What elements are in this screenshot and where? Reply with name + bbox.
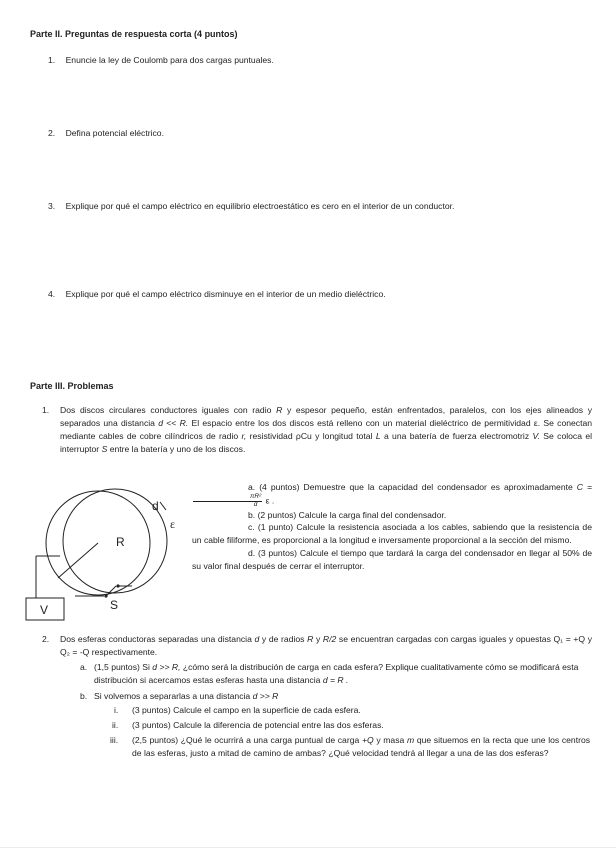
question-text: Explique por qué el campo eléctrico en equilibrio electroestático es cero en el interior de un conductor. [65,201,455,211]
question-text: Enuncie la ley de Coulomb para dos cargas puntuales. [65,55,274,65]
problem-2-statement [60,633,592,659]
question-number: 2. [48,128,56,138]
separation-arrow [160,502,166,510]
text: y de radios [261,634,305,644]
subpart-iii-label: iii. [110,735,119,745]
question-1 [48,54,274,67]
subpart-c [192,521,592,547]
var-L: L [375,430,381,441]
subpart-text: (1 punto) Calcule la resistencia asociada a los cables, sabiendo que la resistencia de un cable filiforme, es proporcional a la longitud e inversamente proporcional a la sección del mismo. [192,522,592,546]
text: Dos esferas conductoras separadas una distancia [60,634,252,644]
problem-2-subpart-a [94,661,590,687]
text: entre la batería y uno de los discos. [109,443,246,454]
condition: d >> R, [152,662,181,672]
text: ¿cómo será la distribución de carga en cada esfera? Explique cualitativamente cómo se modificará esta distribución si acercamos estas esferas hasta una distancia [94,662,579,685]
condition: d = R . [322,674,349,685]
subpart-i-label: i. [114,705,119,715]
subpart-label: b. [248,509,256,520]
part3-heading: Parte III. Problemas [30,381,114,391]
formula-numerator: πR² [193,494,262,502]
condition: d >> R [252,691,279,701]
question-number: 3. [48,201,56,211]
label-epsilon: ε [170,517,176,531]
switch-lever [106,586,116,596]
problem-1-statement [60,404,592,456]
problem-2-subpart-iii [132,734,590,760]
text: << [166,417,177,428]
problem-2-number: 2. [42,634,50,644]
problem-1-subparts [192,481,592,573]
var-R: R [276,405,283,415]
var-R-half: R/2 [322,634,337,644]
question-text: Explique por qué el campo eléctrico disminuye en el interior de un medio dieléctrico. [65,289,386,299]
subpart-text: (3 puntos) Calcule el tiempo que tardará la carga del condensador en llegar al 50% de su valor final después de cerrar el interruptor. [192,548,592,572]
part2-heading: Parte II. Preguntas de respuesta corta (4 puntos) [30,29,238,39]
text: Se coloca el interruptor [60,430,593,454]
formula-denominator: d [253,500,258,508]
subpart-ii-label: ii. [112,720,119,730]
formula-lhs: C = [576,482,593,492]
text: (1,5 puntos) Si [94,662,150,672]
var-m: m [406,735,415,745]
var-S: S [101,443,108,454]
subpart-b-label: b. [80,691,88,701]
text: a una batería de fuerza electromotriz [383,430,530,441]
label-S: S [110,598,119,612]
subpart-label: a. [248,482,256,492]
var-R: R [307,634,314,644]
text: El espacio entre los dos discos está relleno con un material dieléctrico de permitividad ε. Se conectan mediante cables de cobre cilíndricos de radio [60,417,593,441]
subpart-b [192,509,592,522]
switch-pivot [104,594,107,597]
subpart-text: (2 puntos) Calcule la carga final del condensador. [257,509,447,520]
text: se encuentran cargadas con cargas iguales y opuestas Q₁ = +Q y Q₂ = -Q respectivamente. [60,634,593,657]
var-V: V. [532,430,540,441]
subpart-a-label: a. [80,662,88,672]
text: Si volvemos a separarlas a una distancia [94,691,251,701]
label-R: R [116,535,125,549]
subpart-text: (4 puntos) Demuestre que la capacidad del condensador es aproximadamente [259,482,573,492]
subpart-a [192,481,592,509]
question-text: Defina potencial eléctrico. [65,128,164,138]
formula-tail: ε . [265,495,275,506]
question-2 [48,127,164,140]
text: Dos discos circulares conductores iguales con radio [60,405,272,415]
label-d: d [152,499,159,513]
var-d: d [254,634,260,644]
var-R: R. [179,417,189,428]
text: y espesor pequeño, están enfrentados, paralelos, con los ejes alineados y separados una distancia [60,405,593,428]
question-number: 1. [48,55,56,65]
var-r: r, [241,430,247,441]
subpart-label: d. [248,548,256,559]
problem-2-subpart-i: (3 puntos) Calcule el campo en la superficie de cada esfera. [132,705,361,715]
subpart-d [192,547,592,573]
text: (2,5 puntos) ¿Qué le ocurrirá a una carga puntual de carga [132,735,360,745]
question-3 [48,200,454,213]
capacitor-circuit-figure [20,488,195,623]
label-V: V [40,603,49,617]
problem-1-number: 1. [42,405,50,415]
question-number: 4. [48,289,56,299]
var-q: +Q [361,735,374,745]
text: resistividad ρCu y longitud total [249,430,373,441]
problem-2-subpart-ii: (3 puntos) Calcule la diferencia de potencial entre las dos esferas. [132,720,384,730]
switch-contact [116,584,119,587]
subpart-label: c. [248,522,255,533]
problem-2-subpart-b [94,690,590,703]
text: y [315,634,321,644]
var-d: d [158,417,163,428]
text: y masa [376,735,405,745]
text: que situemos en la recta que une los centros de las esferas, justo a mitad de camino de ambas? ¿Qué velocidad tendrá al llegar a una de las dos esferas? [132,735,591,758]
question-4 [48,288,386,301]
formula-fraction [193,494,262,509]
